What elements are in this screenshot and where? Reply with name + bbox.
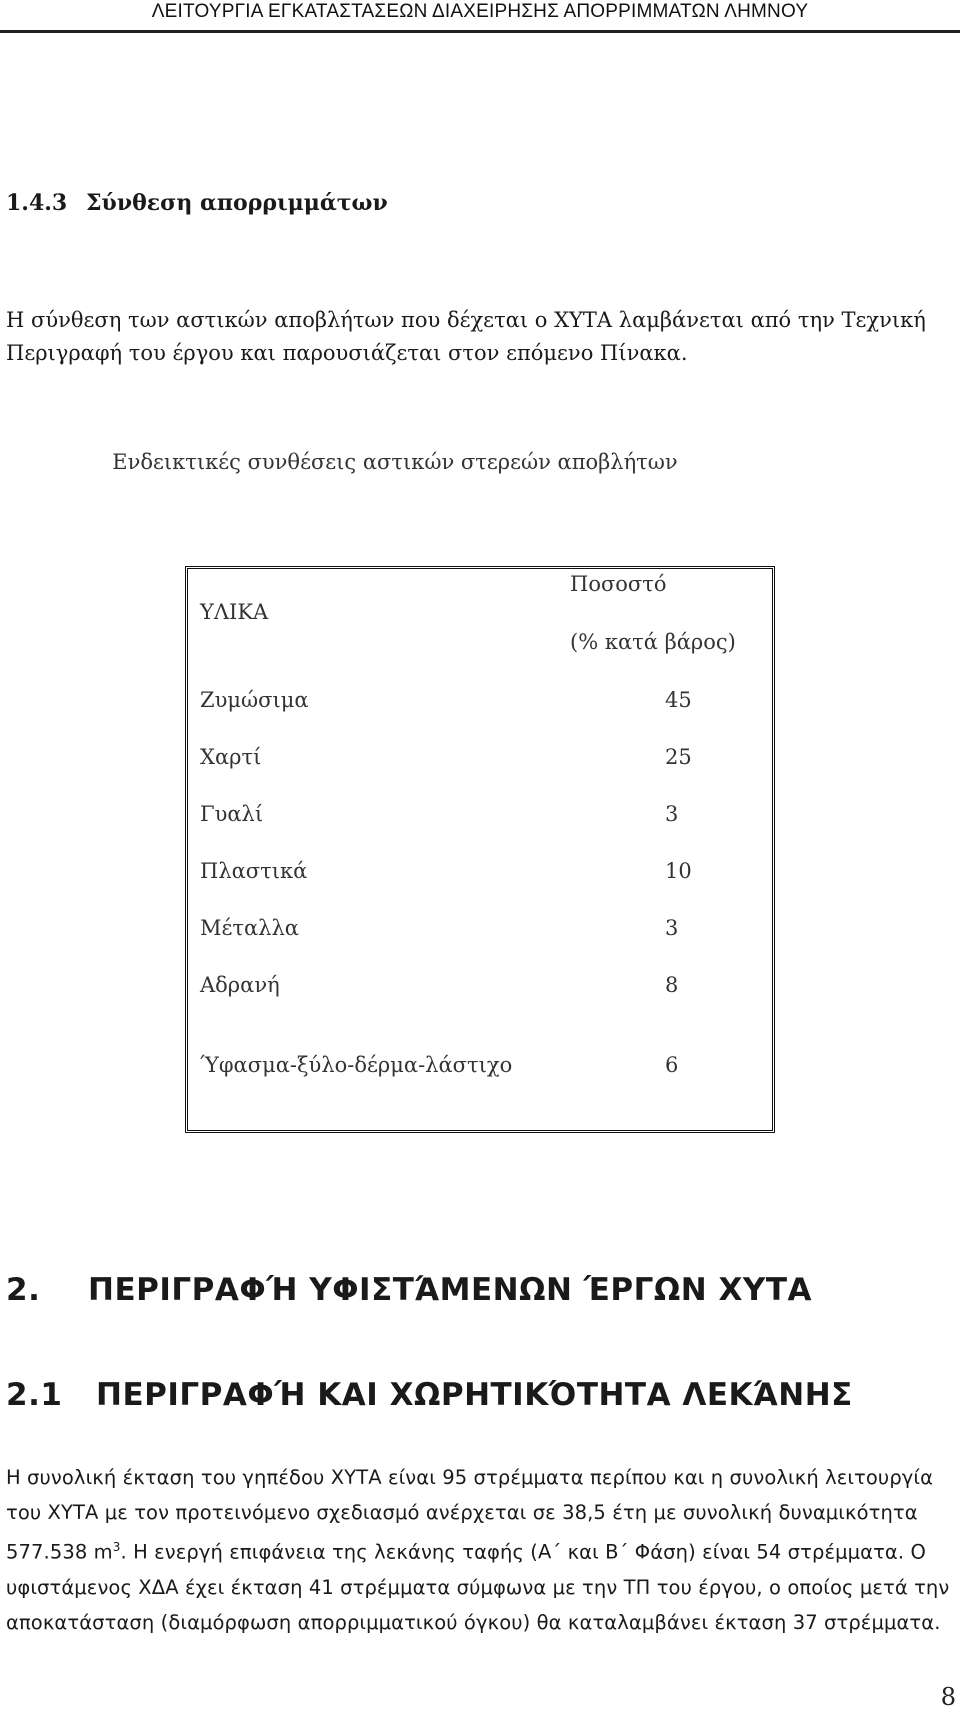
subsection-heading <box>6 190 388 216</box>
table-caption: Ενδεικτικές συνθέσεις αστικών στερεών αποβλήτων <box>112 450 678 474</box>
header-rule <box>0 30 960 33</box>
header-title: ΛΕΙΤΟΥΡΓΙΑ ΕΓΚΑΤΑΣΤΑΣΕΩΝ ΔΙΑΧΕΙΡΗΣΗΣ ΑΠΟΡΡΙΜΜΑΤΩΝ ΛΗΜΝΟΥ <box>151 1 809 22</box>
table-row-material: Γυαλί <box>200 802 264 826</box>
table-header-material: ΥΛΙΚΑ <box>200 600 269 624</box>
subsection-title: Σύνθεση απορριμμάτων <box>86 190 388 216</box>
table-row-material: Χαρτί <box>200 745 262 769</box>
table-row-material: Αδρανή <box>200 973 280 997</box>
page-header <box>0 0 960 30</box>
section-2-1-title: ΠΕΡΙΓΡΑΦΉ ΚΑΙ ΧΩΡΗΤΙΚΌΤΗΤΑ ΛΕΚΆΝΗΣ <box>96 1377 853 1413</box>
table-header-percent-unit: (% κατά βάρος) <box>570 630 736 654</box>
section-2-1-number: 2.1 <box>6 1377 63 1413</box>
subsection-number: 1.4.3 <box>6 190 68 216</box>
section-2-title: ΠΕΡΙΓΡΑΦΉ ΥΦΙΣΤΆΜΕΝΩΝ ΈΡΓΩΝ ΧΥΤΑ <box>88 1272 812 1308</box>
table-row-material: Ζυμώσιμα <box>200 688 309 712</box>
section-2-heading <box>6 1272 812 1308</box>
table-header-percent: Ποσοστό <box>570 572 667 596</box>
table-row-material: Ύφασμα-ξύλο-δέρμα-λάστιχο <box>200 1053 513 1077</box>
intro-paragraph: Η σύνθεση των αστικών αποβλήτων που δέχεται ο ΧΥΤΑ λαμβάνεται από την Τεχνική Περιγραφή του έργου και παρουσιάζεται στον επόμενο Πίνακα. <box>6 308 926 365</box>
body-paragraph <box>6 1460 960 1640</box>
table-row-material: Πλαστικά <box>200 859 308 883</box>
table-row-material: Μέταλλα <box>200 916 299 940</box>
section-2-number: 2. <box>6 1272 41 1308</box>
body-text-part1: Η συνολική έκταση του γηπέδου ΧΥΤΑ είναι 95 στρέμματα περίπου και η συνολική λειτουργία του ΧΥΤΑ με τον προτεινόμενο σχεδιασμό ανέρχεται σε 38,5 έτη με συνολική δυναμικότητα 577.538 m <box>6 1466 934 1564</box>
page-number: 8 <box>940 1683 956 1711</box>
superscript-3: 3 <box>112 1540 121 1554</box>
section-2-1-heading <box>6 1377 853 1413</box>
body-text-part2: . Η ενεργή επιφάνεια της λεκάνης ταφής (Α΄ και Β΄ Φάση) είναι 54 στρέμματα. Ο υφιστάμενος ΧΔΑ έχει έκταση 41 στρέμματα σύμφωνα με την ΤΠ του έργου, ο οποίος μετά την αποκατάσταση (διαμόρφωση απορριμματικού όγκου) θα καταλαμβάνει έκταση 37 στρέμματα. <box>6 1540 950 1634</box>
